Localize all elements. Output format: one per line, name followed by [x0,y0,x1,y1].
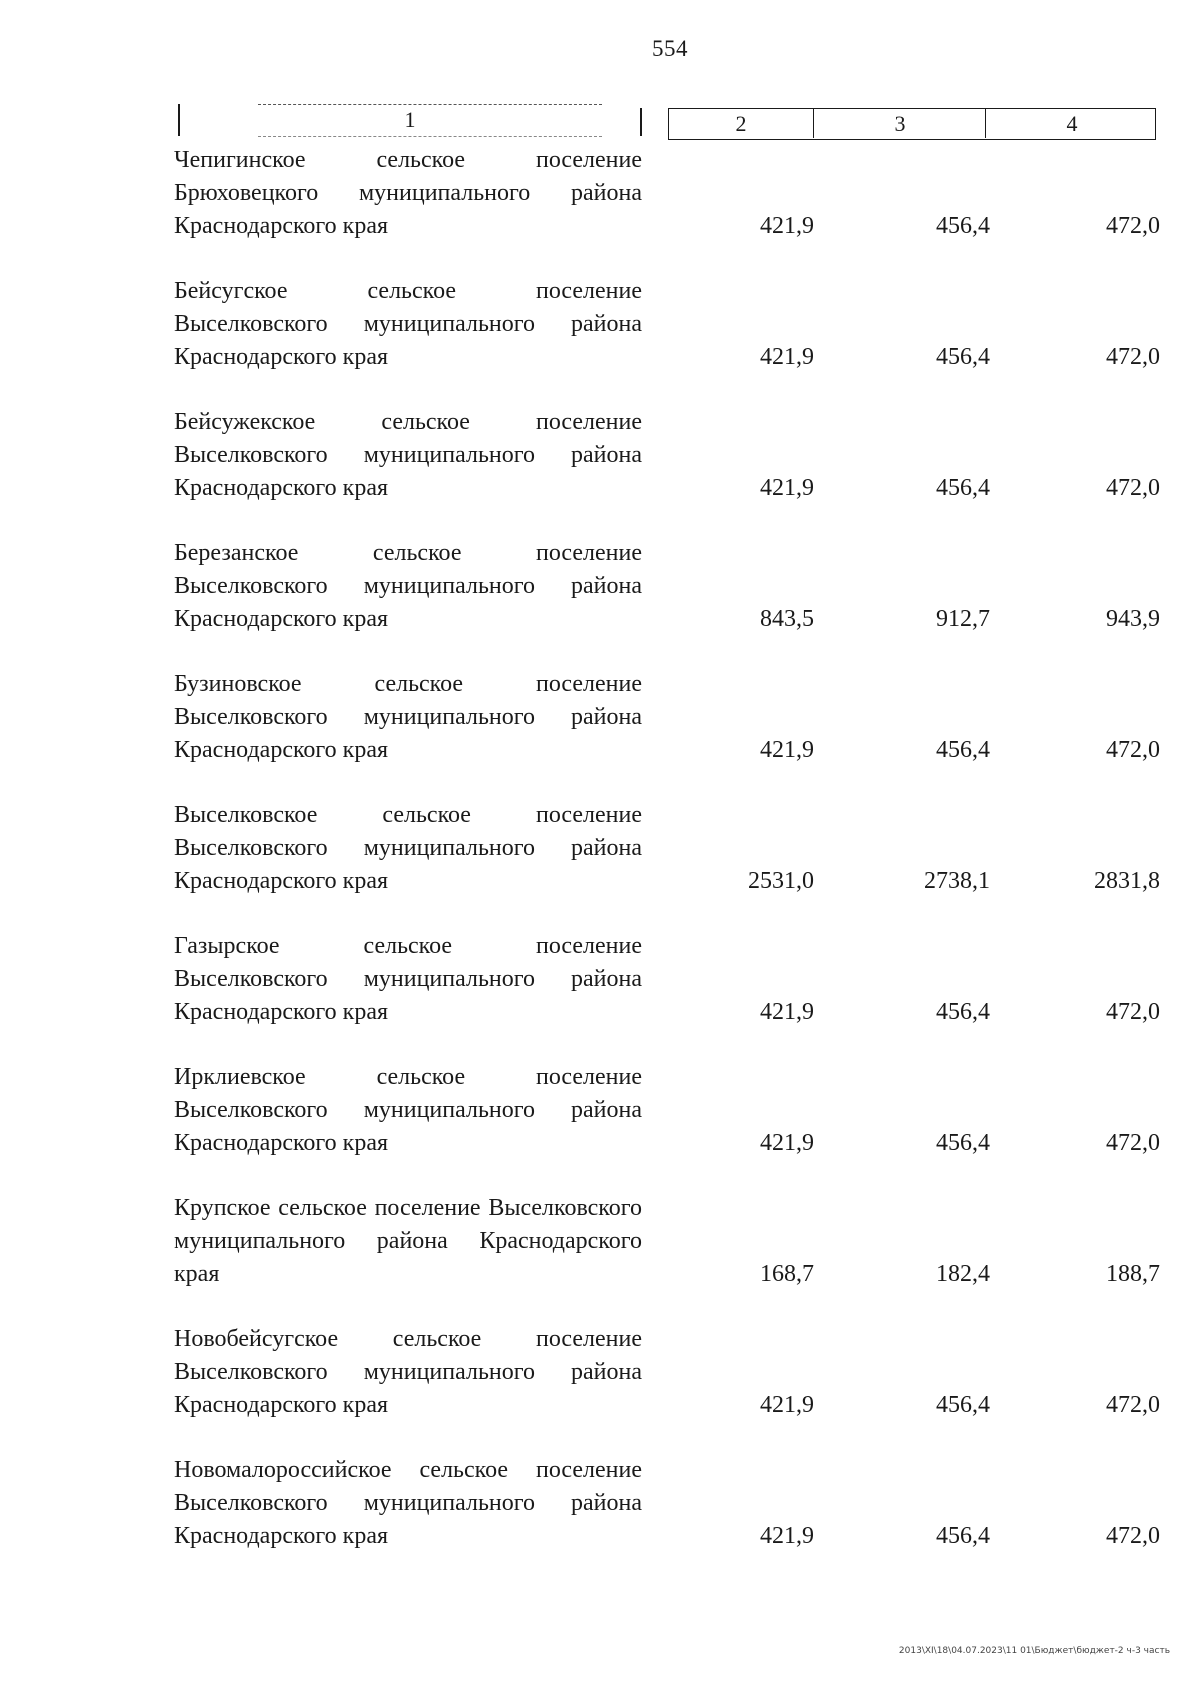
row-value-col-2: 421,9 [760,475,814,501]
row-name: Бузиновское сельское поселение Выселковского муниципального района Краснодарского края [174,671,642,763]
header-col-1-left-rule [178,104,180,136]
header-value-columns [668,108,1156,140]
row-value-col-4: 472,0 [1106,999,1160,1025]
header-col-1-label: 1 [404,107,416,132]
row-value-col-4: 2831,8 [1094,868,1160,894]
table-row [0,1061,1200,1192]
table-row [0,1192,1200,1323]
row-value-col-3: 912,7 [936,606,990,632]
header-col-2: 2 [735,111,747,136]
row-name: Выселковское сельское поселение Выселковского муниципального района Краснодарского края [174,802,642,894]
row-value-col-2: 421,9 [760,344,814,370]
table-row [0,1323,1200,1454]
table-row [0,406,1200,537]
row-value-col-3: 2738,1 [924,868,990,894]
row-name: Ирклиевское сельское поселение Выселковского муниципального района Краснодарского края [174,1064,642,1156]
header-col-1 [178,104,642,136]
row-value-col-4: 472,0 [1106,737,1160,763]
row-value-col-4: 472,0 [1106,1392,1160,1418]
table-row [0,144,1200,275]
row-value-col-4: 472,0 [1106,344,1160,370]
table-row [0,668,1200,799]
table-row [0,1454,1200,1585]
row-value-col-3: 456,4 [936,737,990,763]
table-row [0,930,1200,1061]
row-name: Новобейсугское сельское поселение Выселковского муниципального района Краснодарского края [174,1326,642,1418]
row-name: Новомалороссийское сельское поселение Выселковского муниципального района Краснодарского края [174,1457,642,1549]
table-row [0,275,1200,406]
row-name: Газырское сельское поселение Выселковского муниципального района Краснодарского края [174,933,642,1025]
row-name: Бейсугское сельское поселение Выселковского муниципального района Краснодарского края [174,278,642,370]
header-col-1-bottom-rule [258,136,602,138]
page-number: 554 [652,36,688,61]
header-col-1-top-rule [258,104,602,106]
row-value-col-4: 943,9 [1106,606,1160,632]
row-value-col-2: 843,5 [760,606,814,632]
row-value-col-2: 168,7 [760,1261,814,1287]
header-col-1-right-rule [640,108,642,136]
row-name: Бейсужекское сельское поселение Выселковского муниципального района Краснодарского края [174,409,642,501]
row-value-col-4: 472,0 [1106,475,1160,501]
row-value-col-3: 456,4 [936,1392,990,1418]
row-value-col-2: 421,9 [760,1130,814,1156]
row-value-col-2: 421,9 [760,999,814,1025]
row-value-col-2: 421,9 [760,1392,814,1418]
footer-file-path: 2013\XI\18\04.07.2023\11 01\Бюджет\бюджет-2 ч-3 часть [898,1646,1170,1656]
row-name: Крупское сельское поселение Выселковского муниципального района Краснодарского края [174,1195,642,1287]
row-value-col-4: 472,0 [1106,213,1160,239]
header-col-3: 3 [813,109,986,138]
table-row [0,799,1200,930]
row-value-col-4: 472,0 [1106,1130,1160,1156]
row-value-col-3: 456,4 [936,344,990,370]
row-name: Чепигинское сельское поселение Брюховецкого муниципального района Краснодарского края [174,147,642,239]
row-name: Березанское сельское поселение Выселковского муниципального района Краснодарского края [174,540,642,632]
row-value-col-2: 421,9 [760,1523,814,1549]
row-value-col-4: 472,0 [1106,1523,1160,1549]
row-value-col-2: 421,9 [760,213,814,239]
row-value-col-3: 456,4 [936,999,990,1025]
row-value-col-4: 188,7 [1106,1261,1160,1287]
row-value-col-3: 456,4 [936,213,990,239]
header-col-4: 4 [985,109,1158,138]
row-value-col-2: 2531,0 [748,868,814,894]
row-value-col-3: 456,4 [936,475,990,501]
table-row [0,537,1200,668]
row-value-col-3: 456,4 [936,1523,990,1549]
row-value-col-3: 182,4 [936,1261,990,1287]
row-value-col-3: 456,4 [936,1130,990,1156]
row-value-col-2: 421,9 [760,737,814,763]
